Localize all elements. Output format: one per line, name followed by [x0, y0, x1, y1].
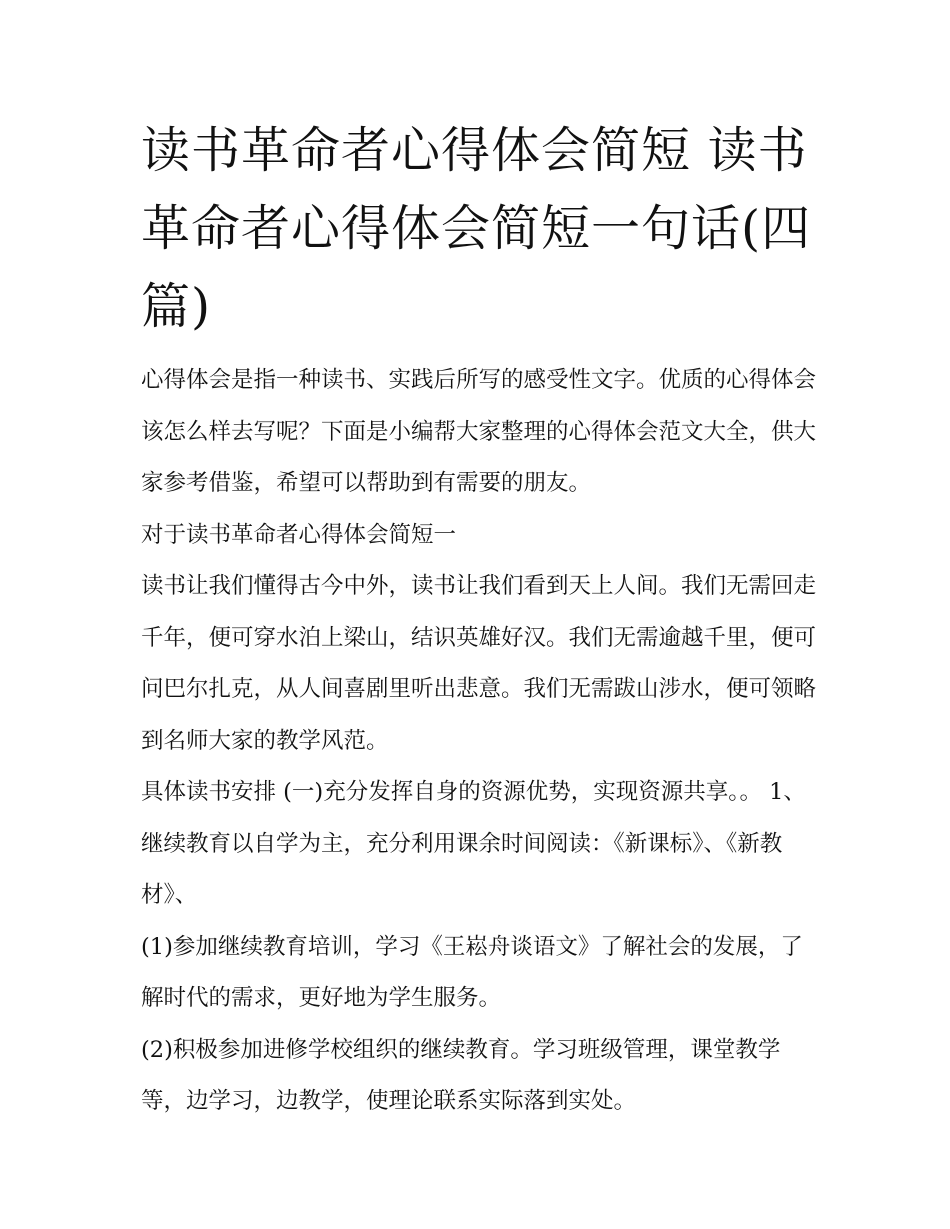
list-item: (2)积极参加进修学校组织的继续教育。学习班级管理，课堂教学等，边学习，边教学，使理论联系实际落到实处。	[141, 1036, 781, 1114]
list-item: (1)参加继续教育培训，学习《王崧舟谈语文》了解社会的发展，了解时代的需求，更好地为学生服务。	[141, 933, 803, 1011]
document-body	[141, 355, 821, 1128]
body-paragraph: 读书让我们懂得古今中外，读书让我们看到天上人间。我们无需回走千年，便可穿水泊上梁山，结识英雄好汉。我们无需逾越千里，便可问巴尔扎克，从人间喜剧里听出悲意。我们无需跋山涉水，便可领略到名师大家的教学风范。	[141, 573, 817, 754]
document-title: 读书革命者心得体会简短 读书革命者心得体会简短一句话(四篇)	[141, 122, 812, 335]
intro-paragraph: 心得体会是指一种读书、实践后所写的感受性文字。优质的心得体会该怎么样去写呢？下面是小编帮大家整理的心得体会范文大全，供大家参考借鉴，希望可以帮助到有需要的朋友。	[141, 367, 817, 496]
section-heading: 对于读书革命者心得体会简短一	[141, 521, 457, 548]
body-paragraph: 具体读书安排 (一)充分发挥自身的资源优势，实现资源共享。。 1、继续教育以自学为主，充分利用课余时间阅读：《新课标》、《新教材》、	[141, 779, 806, 908]
